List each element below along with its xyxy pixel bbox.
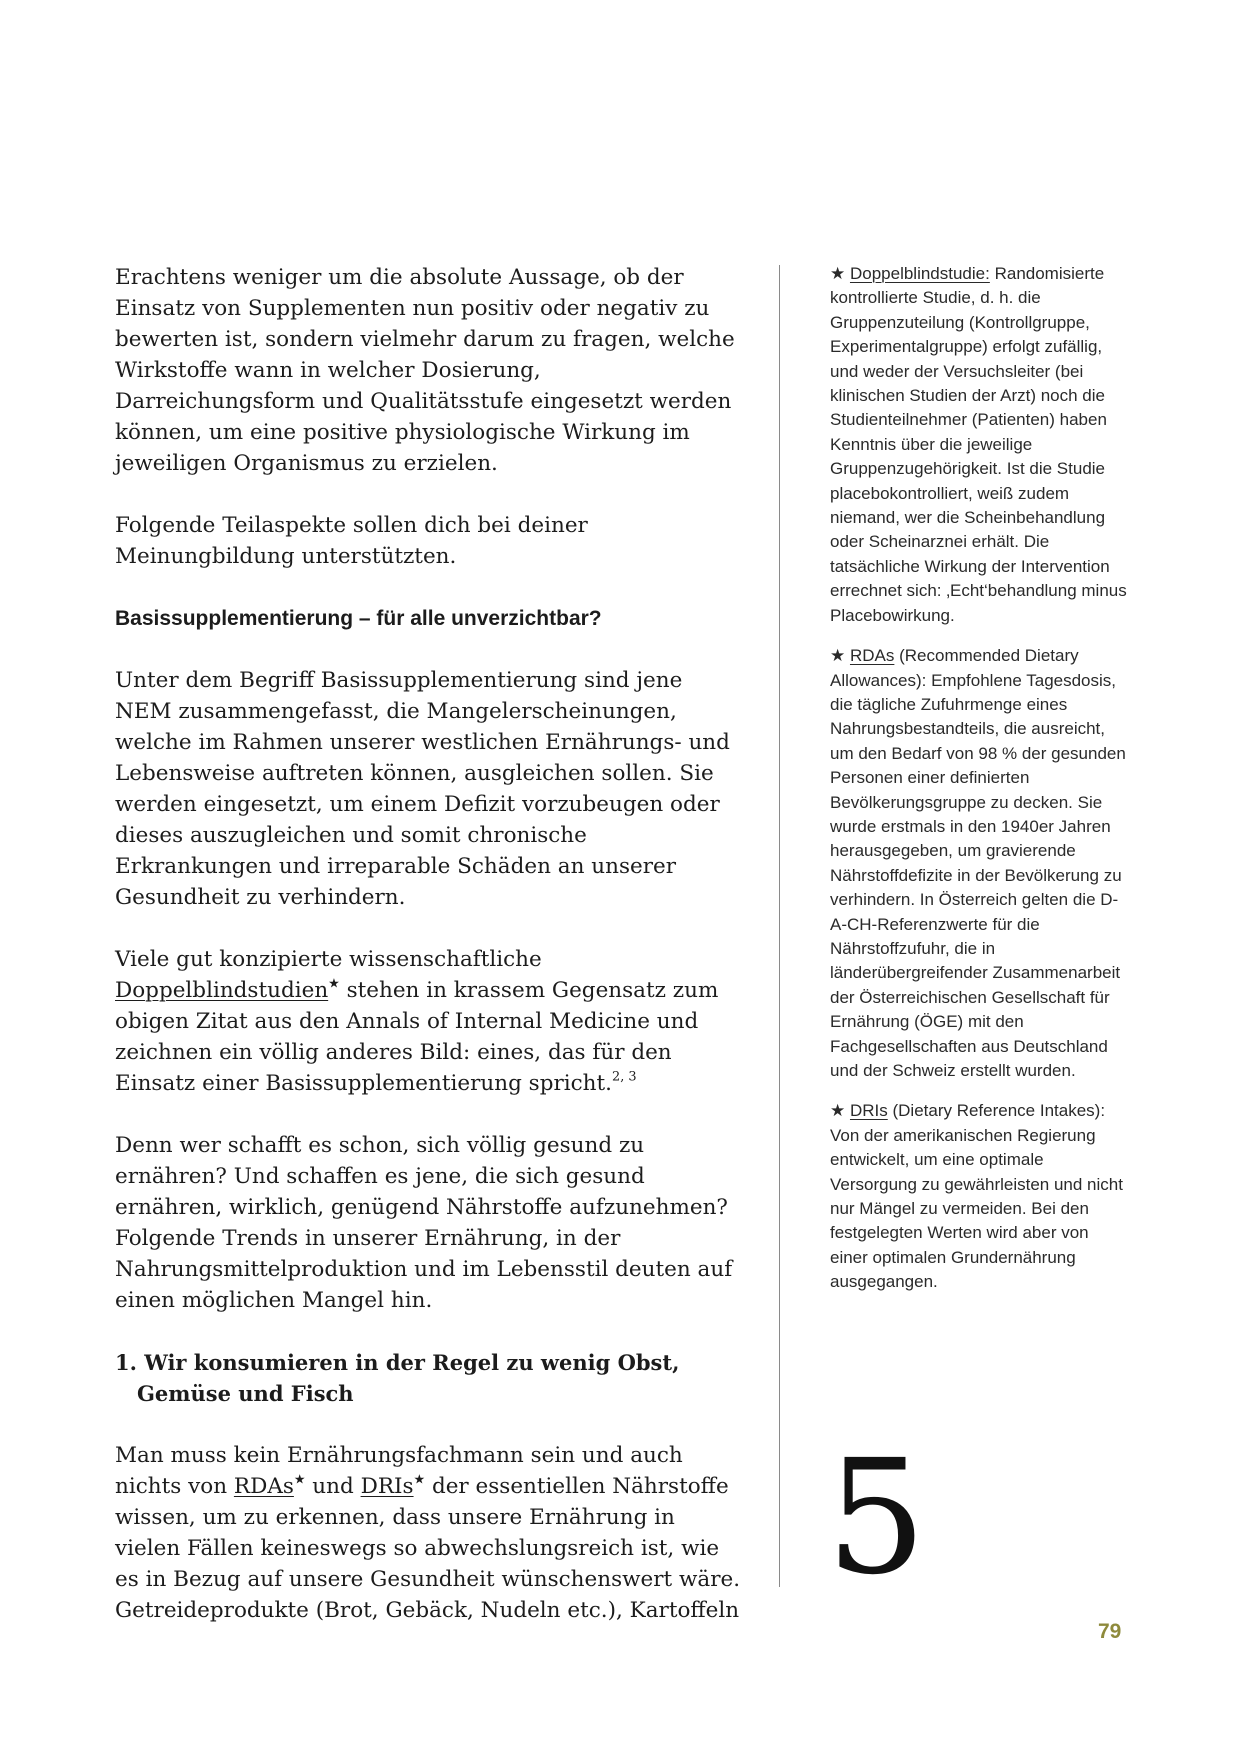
glossary-definition: Randomisierte kontrollierte Studie, d. h. die Gruppenzuteilung (Kontrollgruppe, Experimentalgruppe) erfolgt zufällig, und weder der Versuchsleiter (bei klinischen Studien der Arzt) noch die Studienteilnehmer (Patienten) haben Kenntnis über die jeweilige Gruppenzugehörigkeit. Ist die Studie placebokontrolliert, weiß zudem niemand, wer die Scheinbehandlung oder Scheinarznei erhält. Die tatsächliche Wirkung der Intervention errechnet sich: ‚Echt‘behandlung minus Placebowirkung.: [830, 264, 1127, 625]
star-icon: ★: [830, 264, 850, 283]
star-icon: ★: [830, 1101, 850, 1121]
paragraph-intro: Erachtens weniger um die absolute Aussage, ob der Einsatz von Supplementen nun positiv oder negativ zu bewerten ist, sondern vielmehr darum zu fragen, welche Wirkstoffe wann in welcher Dosierung, Darreichungsform und Qualitätsstufe eingesetzt werden können, um eine positive physiologische Wirkung im jeweiligen Organismus zu erzielen.: [115, 265, 735, 476]
page-number: 79: [1098, 1620, 1122, 1643]
column-divider: [779, 265, 780, 1587]
glossary-term: RDAs: [849, 646, 895, 666]
glossary-term: Doppelblindstudie:: [849, 264, 990, 283]
star-icon: ★: [830, 646, 850, 666]
glossary-definition: (Recommended Dietary Allowances): Empfohlene Tagesdosis, die tägliche Zufuhrmenge eines Nahrungsbestandteils, die ausreicht, um den Bedarf von 98 % der gesunden Personen einer definierten Bevölkerungsgruppe zu decken. Sie wurde erstmals in den 1940er Jahren herausgegeben, um gravierende Nährstoffdefizite in der Bevölkerung zu verhindern. In Österreich gelten die D-A-CH-Referenzwerte für die Nährstoffzufuhr, die in länderübergreifender Zusammenarbeit der Österreichischen Gesellschaft für Ernährung (ÖGE) mit den Fachgesellschaften aus Deutschland und der Schweiz erstellt wurden.: [830, 646, 1126, 1080]
footnote-reference: 2, 3: [612, 1069, 637, 1085]
subheading-basissupplementierung: Basissupplementierung – für alle unverzichtbar?: [115, 607, 602, 630]
star-icon: ★: [413, 1472, 426, 1488]
paragraph-ernaehrungsfachmann: [115, 1440, 745, 1626]
chapter-number: 5: [826, 1426, 927, 1610]
link-rdas[interactable]: RDAs: [233, 1474, 294, 1499]
star-icon: ★: [328, 976, 340, 992]
text-span: der essentiellen Nährstoffe wissen, um zu erkennen, dass unsere Ernährung in vielen Fällen keineswegs so abwechslungsreich ist, wie es in Bezug auf unsere Gesundheit wünschenswert wäre. Getreideprodukte (Brot, Gebäck, Nudeln etc.), Kartoffeln: [115, 1474, 741, 1623]
glossary-term: DRIs: [849, 1101, 888, 1121]
paragraph-teilaspekte: Folgende Teilaspekte sollen dich bei deiner Meinungbildung unterstützten.: [115, 513, 588, 569]
glossary-note-rdas: [830, 644, 1130, 1083]
heading-obst-gemuese-fisch: 1. Wir konsumieren in der Regel zu wenig Obst, Gemüse und Fisch: [115, 1350, 680, 1406]
glossary-note-dris: [830, 1099, 1130, 1294]
glossary-sidebar: [830, 262, 1130, 1311]
paragraph-trends: Denn wer schafft es schon, sich völlig gesund zu ernähren? Und schaffen es jene, die sich gesund ernähren, wirklich, genügend Nährstoffe aufzunehmen? Folgende Trends in unserer Ernährung, in der Nahrungsmittelproduktion und im Lebensstil deuten auf einen möglichen Mangel hin.: [115, 1133, 733, 1313]
text-span: und: [305, 1474, 361, 1499]
main-text-column: [115, 262, 745, 1626]
text-span: Viele gut konzipierte wissenschaftliche: [115, 947, 542, 972]
paragraph-basissupplementierung: Unter dem Begriff Basissupplementierung sind jene NEM zusammengefasst, die Mangelerscheinungen, welche im Rahmen unserer westlichen Ernährungs- und Lebensweise auftreten können, ausgleichen sollen. Sie werden eingesetzt, um einem Defizit vorzubeugen oder dieses auszugleichen und somit chronische Erkrankungen und irreparable Schäden an unserer Gesundheit zu verhindern.: [115, 668, 730, 910]
star-icon: ★: [293, 1472, 306, 1488]
text-span: Man muss kein Ernährungsfachmann sein und auch nichts von: [115, 1443, 683, 1499]
paragraph-doppelblindstudien: [115, 944, 745, 1099]
glossary-note-doppelblindstudie: [830, 262, 1130, 628]
glossary-definition: (Dietary Reference Intakes): Von der amerikanischen Regierung entwickelt, um eine optimale Versorgung zu gewährleisten und nicht nur Mängel zu vermeiden. Bei den festgelegten Werten wird aber von einer optimalen Grundernährung ausgegangen.: [830, 1101, 1123, 1292]
text-span: stehen in krassem Gegensatz zum obigen Zitat aus den Annals of Internal Medicine und zeichnen ein völlig anderes Bild: eines, das für den Einsatz einer Basissupplementierung spricht.: [115, 978, 719, 1096]
link-doppelblindstudien[interactable]: Doppelblindstudien: [115, 978, 329, 1003]
link-dris[interactable]: DRIs: [360, 1474, 414, 1499]
